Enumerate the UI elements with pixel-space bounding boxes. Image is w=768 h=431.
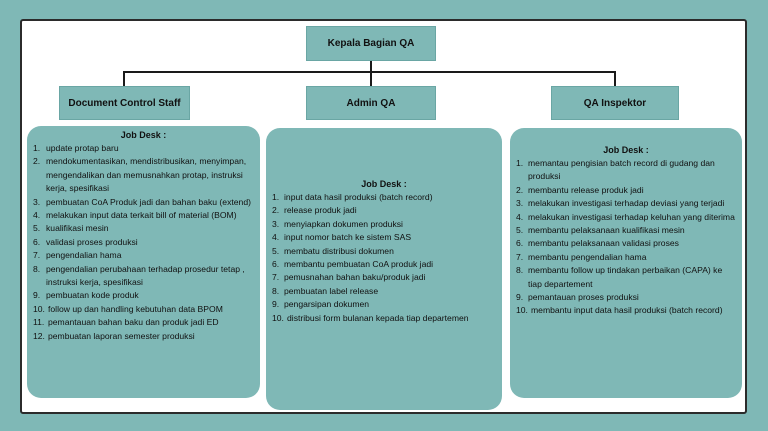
job-desk-list [33,142,254,343]
connector-right-down [614,71,616,86]
list-item: 5. membantu pelaksanaan kualifikasi mesin [516,225,685,236]
job-desk-panel-qa-inspektor [510,128,742,398]
list-item: 9. pemantauan proses produksi [516,292,639,303]
list-item: 10. membantu input data hasil produksi (batch record) [516,305,723,316]
connector-horizontal [123,71,615,73]
list-item: 5. membatu distribusi dokumen [272,245,394,256]
list-item: 3. pembuatan CoA Produk jadi dan bahan baku (extend) [33,196,251,207]
job-desk-list [272,191,496,325]
list-item: 1. update protap baru [33,143,119,153]
role-box-admin-qa [306,86,436,120]
role-box-document-control-staff [59,86,190,120]
list-item: 5. kualifikasi mesin [33,223,109,234]
list-item: 4. melakukan investigasi terhadap keluhan yang diterima [516,211,735,222]
list-item: 4. melakukan input data terkait bill of material (BOM) [33,210,237,221]
list-item: 6. membantu pembuatan CoA produk jadi [272,259,434,270]
role-label-qa-inspektor: QA Inspektor [583,97,647,109]
list-item: 9. pengarsipan dokumen [272,299,370,310]
list-item: 3. melakukan investigasi terhadap deviasi yang terjadi [516,198,725,209]
job-desk-title: Job Desk : [603,145,649,155]
connector-left-down [123,71,125,86]
list-item: 2. membantu release produk jadi [516,184,644,195]
list-item: 4. input nomor batch ke sistem SAS [272,232,412,243]
list-item: 12. pembuatan laporan semester produksi [33,330,195,341]
list-item: 8. pembuatan label release [272,285,379,296]
list-item: 8. membantu follow up tindakan perbaikan (CAPA) ke tiap departement [516,265,723,289]
head-label: Kepala Bagian QA [327,38,415,49]
list-item: 3. menyiapkan dokumen produksi [272,218,403,229]
job-desk-panel-admin-qa [266,128,502,410]
connector-center-down [370,71,372,86]
role-label-admin-qa: Admin QA [346,97,396,109]
list-item: 6. validasi proses produksi [33,236,138,247]
job-desk-title: Job Desk : [361,179,407,189]
list-item: 7. membantu pengendalian hama [516,251,647,262]
job-desk-list [516,157,736,318]
list-item: 1. memantau pengisian batch record di gudang dan produksi [516,158,715,182]
list-item: 11. pemantauan bahan baku dan produk jadi ED [33,317,219,328]
list-item: 7. pemusnahan bahan baku/produk jadi [272,272,426,283]
role-box-qa-inspektor [551,86,679,120]
list-item: 8. pengendalian perubahaan terhadap prosedur tetap , instruksi kerja, spesifikasi [33,263,245,288]
list-item: 9. pembuatan kode produk [33,290,139,301]
list-item: 7. pengendalian hama [33,250,122,261]
list-item: 10. follow up dan handling kebutuhan data BPOM [33,303,223,314]
job-desk-panel-document-control-staff [27,126,260,398]
job-desk-title: Job Desk : [120,130,167,140]
list-item: 2. release produk jadi [272,205,357,216]
list-item: 1. input data hasil produksi (batch record) [272,192,433,202]
list-item: 6. membantu pelaksanaan validasi proses [516,238,679,249]
list-item: 10. distribusi form bulanan kepada tiap departemen [272,312,469,323]
head-box-kepala-bagian-qa [306,26,436,61]
role-label-document-control-staff: Document Control Staff [68,97,181,109]
list-item: 2. mendokumentasikan, mendistribusikan, menyimpan, mengendalikan dan memusnahkan protap, instruksi kerja, spesifikasi [33,156,247,194]
